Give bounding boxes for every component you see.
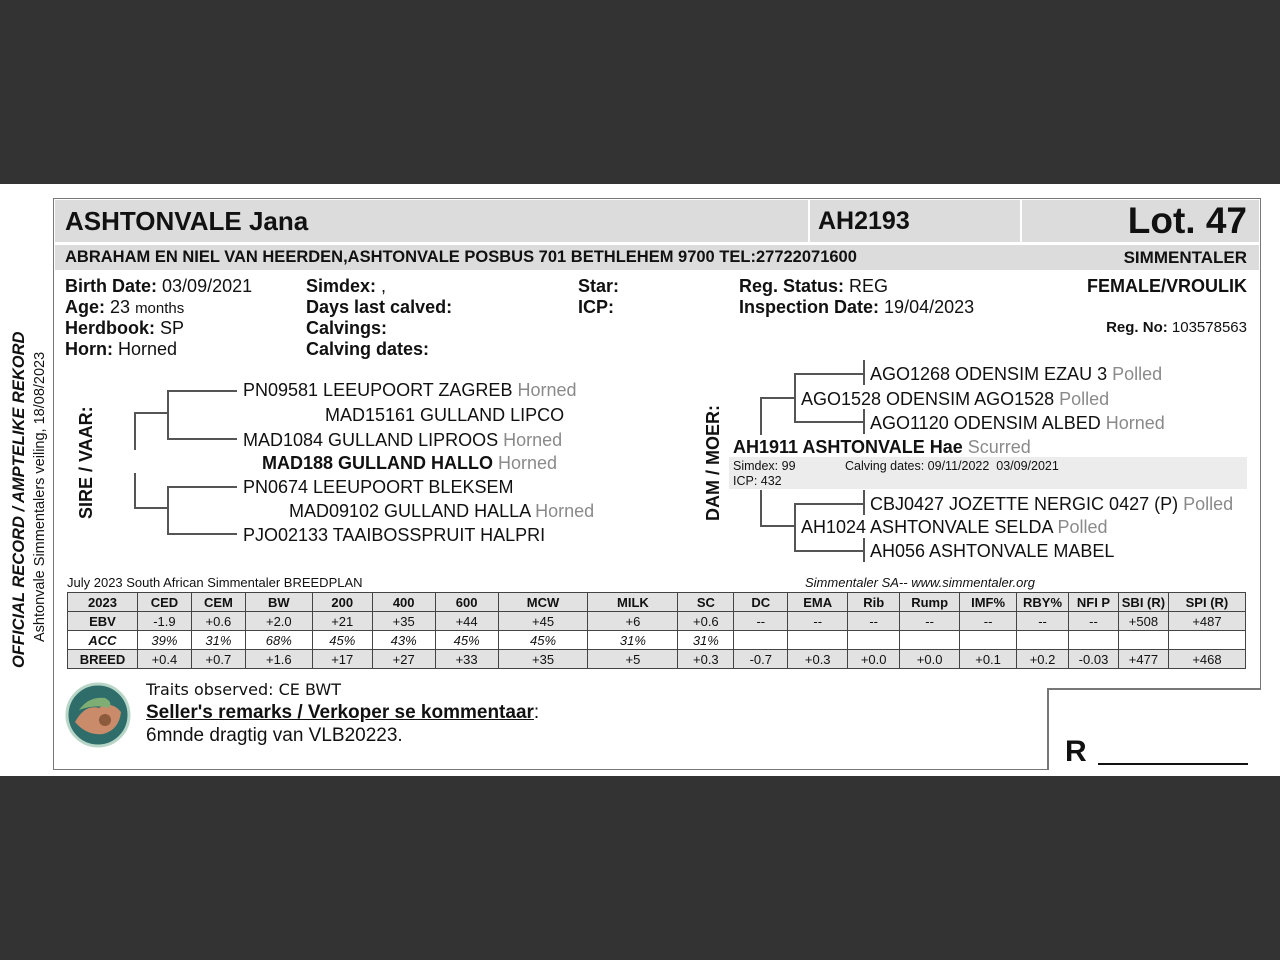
- breedplan-cell: [848, 631, 900, 650]
- sale-label: Ashtonvale Simmentalers veiling, 18/08/2023: [32, 351, 48, 642]
- breedplan-cell: ACC: [68, 631, 138, 650]
- breedplan-cell: +0.0: [848, 650, 900, 669]
- frame-edge: [1048, 688, 1260, 690]
- traits-observed: Traits observed: CE BWT: [146, 680, 341, 699]
- breedplan-header-cell: Rib: [848, 593, 900, 612]
- reg-number: Reg. No: 103578563: [1106, 319, 1247, 336]
- title-divider: [1020, 200, 1022, 242]
- breedplan-cell: 31%: [191, 631, 245, 650]
- breedplan-cell: +0.1: [960, 650, 1017, 669]
- tree-line: [760, 397, 796, 399]
- breedplan-row: [68, 631, 1246, 650]
- tree-line: [167, 486, 237, 488]
- pedigree-dsd: AGO1120 ODENSIM ALBED Horned: [870, 413, 1165, 433]
- breedplan-cell: +35: [372, 612, 435, 631]
- pedigree-dds: CBJ0427 JOZETTE NERGIC 0427 (P) Polled: [870, 494, 1234, 514]
- reg-status: Reg. Status: REG: [739, 276, 889, 296]
- inspection-date: Inspection Date: 19/04/2023: [739, 297, 975, 317]
- pedigree-ssd: MAD1084 GULLAND LIPROOS Horned: [243, 430, 563, 450]
- tree-line: [863, 360, 865, 385]
- breedplan-cell: +487: [1168, 612, 1245, 631]
- animal-id: AH2193: [818, 207, 910, 235]
- breedplan-cell: +1.6: [245, 650, 312, 669]
- breedplan-cell: 45%: [435, 631, 498, 650]
- sire-section-label: SIRE / VAAR:: [76, 406, 96, 519]
- breedplan-cell: +0.2: [1017, 650, 1069, 669]
- title-divider: [808, 200, 810, 242]
- breedplan-header-cell: CED: [137, 593, 191, 612]
- breedplan-header-cell: 200: [312, 593, 372, 612]
- breedplan-cell: -0.03: [1069, 650, 1119, 669]
- breedplan-header-cell: BW: [245, 593, 312, 612]
- tree-line: [167, 390, 237, 392]
- breedplan-header-cell: Rump: [900, 593, 960, 612]
- breedplan-cell: 45%: [498, 631, 588, 650]
- dam-icp: ICP: 432: [733, 474, 782, 488]
- tree-line: [863, 409, 865, 434]
- breedplan-website: Simmentaler SA-- www.simmentaler.org: [805, 575, 1035, 590]
- breedplan-cell: +0.6: [191, 612, 245, 631]
- breedplan-cell: --: [900, 612, 960, 631]
- breedplan-header-cell: 400: [372, 593, 435, 612]
- tree-line: [167, 438, 237, 440]
- dam-calving-dates: Calving dates: 09/11/2022 03/09/2021: [845, 459, 1059, 473]
- breedplan-cell: [1168, 631, 1245, 650]
- owner-line: ABRAHAM EN NIEL VAN HEERDEN,ASHTONVALE POSBUS 701 BETHLEHEM 9700 TEL:27722071600: [65, 248, 857, 266]
- r-label: R: [1065, 735, 1087, 768]
- breedplan-header-cell: RBY%: [1017, 593, 1069, 612]
- breedplan-header-cell: SC: [678, 593, 734, 612]
- breedplan-cell: -1.9: [137, 612, 191, 631]
- pedigree-sire: MAD188 GULLAND HALLO Horned: [262, 453, 558, 473]
- pedigree-dam: AH1911 ASHTONVALE Hae Scurred: [733, 437, 1031, 457]
- breedplan-title: July 2023 South African Simmentaler BREEDPLAN: [67, 575, 363, 590]
- breedplan-header-cell: 2023: [68, 593, 138, 612]
- pedigree-ds: AGO1528 ODENSIM AGO1528 Polled: [801, 389, 1110, 409]
- breedplan-cell: +33: [435, 650, 498, 669]
- remarks-heading: Seller's remarks / Verkoper se kommentaar:: [146, 702, 540, 723]
- breedplan-row: [68, 650, 1246, 669]
- breedplan-cell: -0.7: [734, 650, 788, 669]
- breedplan-cell: +508: [1118, 612, 1168, 631]
- tree-line: [760, 397, 762, 435]
- r-signature-line[interactable]: [1098, 763, 1248, 765]
- age: Age: 23 months: [65, 297, 185, 317]
- breedplan-header-cell: SBI (R): [1118, 593, 1168, 612]
- breedplan-cell: +21: [312, 612, 372, 631]
- horn-status: Horn: Horned: [65, 339, 178, 359]
- breedplan-cell: 31%: [588, 631, 678, 650]
- tree-line: [134, 507, 168, 509]
- tree-line: [134, 473, 136, 508]
- breedplan-cell: +0.3: [788, 650, 848, 669]
- breedplan-cell: BREED: [68, 650, 138, 669]
- breedplan-cell: --: [1017, 612, 1069, 631]
- pedigree-sd: MAD09102 GULLAND HALLA Horned: [289, 501, 595, 521]
- tree-line: [794, 373, 796, 422]
- breedplan-table: [67, 592, 1246, 669]
- logo-graphic: [65, 682, 131, 748]
- breedplan-header-cell: SPI (R): [1168, 593, 1245, 612]
- breedplan-cell: [1118, 631, 1168, 650]
- breedplan-cell: +6: [588, 612, 678, 631]
- breedplan-cell: +44: [435, 612, 498, 631]
- pedigree-sds: PN0674 LEEUPOORT BLEKSEM: [243, 477, 514, 497]
- breedplan-cell: +0.6: [678, 612, 734, 631]
- tree-line: [794, 373, 864, 375]
- breedplan-header-cell: CEM: [191, 593, 245, 612]
- breedplan-cell: +27: [372, 650, 435, 669]
- breedplan-cell: [1069, 631, 1119, 650]
- breedplan-cell: +5: [588, 650, 678, 669]
- breedplan-cell: [788, 631, 848, 650]
- pedigree-dss: AGO1268 ODENSIM EZAU 3 Polled: [870, 364, 1163, 384]
- simmentaler-sa-logo-icon: [65, 682, 131, 748]
- breedplan-cell: +0.0: [900, 650, 960, 669]
- breedplan-header-cell: MILK: [588, 593, 678, 612]
- breedplan-cell: +35: [498, 650, 588, 669]
- breedplan-cell: 43%: [372, 631, 435, 650]
- calving-dates-label: Calving dates:: [306, 339, 430, 359]
- tree-line: [760, 525, 796, 527]
- breedplan-header-cell: EMA: [788, 593, 848, 612]
- breedplan-header-cell: NFI P: [1069, 593, 1119, 612]
- breedplan-cell: +17: [312, 650, 372, 669]
- breedplan-header-cell: MCW: [498, 593, 588, 612]
- calvings-label: Calvings:: [306, 318, 388, 338]
- breedplan-header-cell: IMF%: [960, 593, 1017, 612]
- tree-line: [760, 490, 762, 526]
- pedigree-dd: AH1024 ASHTONVALE SELDA Polled: [801, 517, 1108, 537]
- breedplan-cell: [734, 631, 788, 650]
- breedplan-header-cell: 600: [435, 593, 498, 612]
- dam-simdex: Simdex: 99: [733, 459, 796, 473]
- tree-line: [167, 533, 237, 535]
- pedigree-ddd: AH056 ASHTONVALE MABEL: [870, 541, 1115, 561]
- breedplan-cell: +477: [1118, 650, 1168, 669]
- breedplan-row: [68, 612, 1246, 631]
- icp-label: ICP:: [578, 297, 614, 317]
- breed-name: SIMMENTALER: [1123, 248, 1247, 267]
- dam-section-label: DAM / MOER:: [703, 405, 723, 521]
- tree-line: [167, 486, 169, 534]
- breedplan-cell: [1017, 631, 1069, 650]
- pedigree-sdd: PJO02133 TAAIBOSSPRUIT HALPRI: [243, 525, 546, 545]
- breedplan-cell: [960, 631, 1017, 650]
- breedplan-cell: --: [1069, 612, 1119, 631]
- tree-line: [794, 503, 796, 551]
- tree-line: [794, 421, 864, 423]
- breedplan-cell: [900, 631, 960, 650]
- breedplan-cell: +2.0: [245, 612, 312, 631]
- breedplan-cell: +0.4: [137, 650, 191, 669]
- tree-line: [134, 412, 136, 450]
- breedplan-cell: --: [788, 612, 848, 631]
- breedplan-cell: 45%: [312, 631, 372, 650]
- breedplan-cell: +0.3: [678, 650, 734, 669]
- breedplan-cell: --: [960, 612, 1017, 631]
- frame-edge: [1047, 688, 1049, 770]
- tree-line: [794, 550, 864, 552]
- animal-name: ASHTONVALE Jana: [65, 206, 309, 236]
- star-label: Star:: [578, 276, 620, 296]
- pedigree-sss: PN09581 LEEUPOORT ZAGREB Horned: [243, 380, 577, 400]
- breedplan-cell: --: [848, 612, 900, 631]
- breedplan-cell: 39%: [137, 631, 191, 650]
- breedplan-cell: --: [734, 612, 788, 631]
- days-last-calved-label: Days last calved:: [306, 297, 453, 317]
- tree-line: [863, 538, 865, 562]
- birth-date: Birth Date: 03/09/2021: [65, 276, 253, 296]
- seller-remarks: 6mnde dragtig van VLB20223.: [146, 725, 403, 746]
- breedplan-cell: 31%: [678, 631, 734, 650]
- breedplan-cell: +45: [498, 612, 588, 631]
- breedplan-cell: +468: [1168, 650, 1245, 669]
- tree-line: [863, 490, 865, 515]
- breedplan-cell: +0.7: [191, 650, 245, 669]
- simdex: Simdex: ,: [306, 276, 387, 296]
- herdbook: Herdbook: SP: [65, 318, 185, 338]
- tree-line: [794, 503, 864, 505]
- breedplan-header-row: [68, 593, 1246, 612]
- tree-line: [134, 412, 168, 414]
- breedplan-cell: EBV: [68, 612, 138, 631]
- lot-number: Lot. 47: [1127, 200, 1247, 241]
- breedplan-cell: 68%: [245, 631, 312, 650]
- official-record-label: OFFICIAL RECORD / AMPTELIKE REKORD: [10, 331, 28, 668]
- pedigree-ss: MAD15161 GULLAND LIPCO: [325, 405, 565, 425]
- tree-line: [167, 390, 169, 439]
- breedplan-header-cell: DC: [734, 593, 788, 612]
- sex-label: FEMALE/VROULIK: [1087, 276, 1247, 296]
